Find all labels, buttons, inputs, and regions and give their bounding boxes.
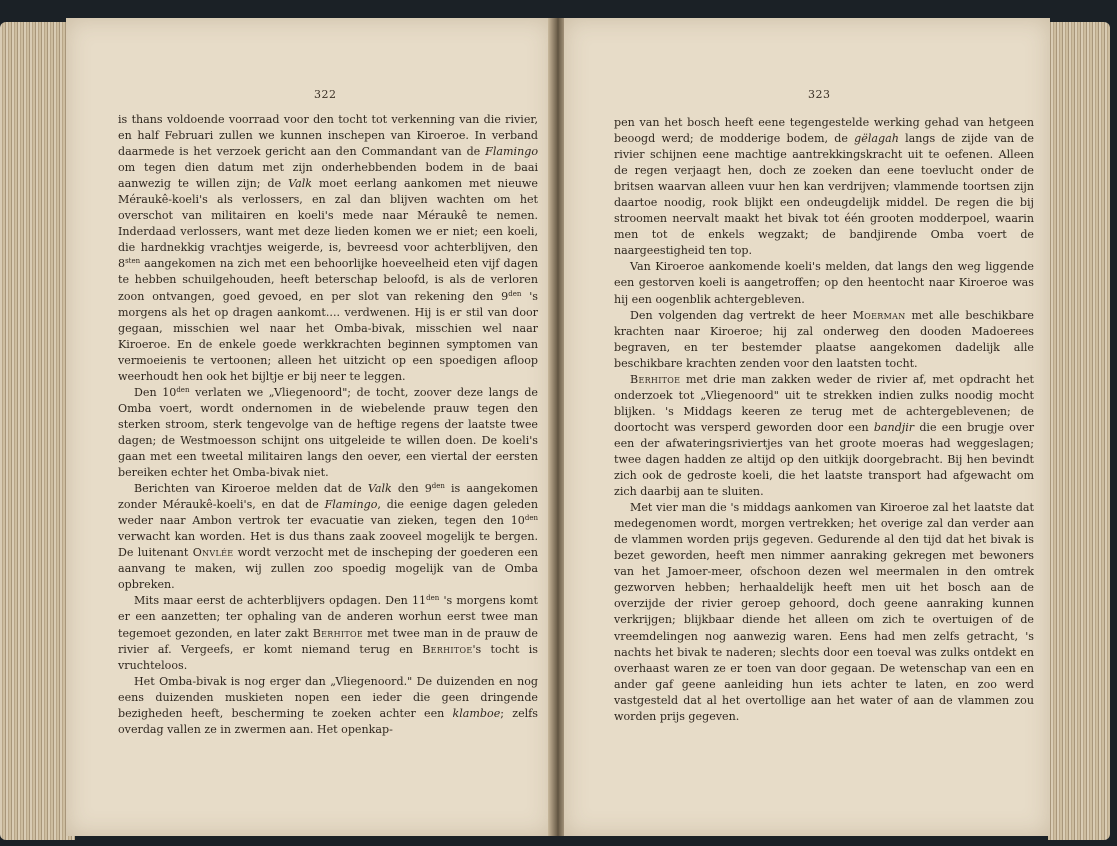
left-page (66, 18, 552, 836)
page-edges-left (0, 22, 75, 840)
paragraph: is thans voldoende voorraad voor den tocht tot verkenning van die rivier, en half Februari zullen we kunnen inschepen van Kiroeroe. In verband daarmede is het verzoek gericht aan den Commandant van de Flamingo om tegen dien datum met zijn onderhebbenden bodem in de baai aanwezig te willen zijn; de Valk moet eerlang aankomen met nieuwe Méraukê-koeli's als verlossers, en zal dan blijven wachten om het overschot van militairen en koeli's mede naar Méraukê te nemen. Inderdaad verlossers, want met deze lieden komen we er niet; een koeli, die hardnekkig vrachtjes weigerde, is, bevreesd voor achterblijven, den $8^{sten}$ aangekomen na zich met een behoorlijke hoeveelheid eten vijf dagen te hebben schuilgehouden, heeft beterschap beloofd, is als de verloren zoon ontvangen, goed gevoed, en per slot van rekening den $9^{den}$ 's morgens als het op dragen aankomt.... verdwenen. Hij is er stil van door gegaan, misschien wel naar het Omba-bivak, misschien wel naar Kiroeroe. En de enkele goede werkkrachten beginnen symptomen van vermoeienis te vertoonen; alleen het uitzicht op een spoedigen afloop weerhoudt hen ook het bijltje er bij neer te leggen. (118, 113, 538, 383)
page-number: 323 (808, 88, 831, 101)
paragraph: Berhitoe met drie man zakken weder de rivier af, met opdracht het onderzoek tot „Vliegenoord" uit te strekken indien zulks noodig mocht blijken. 's Middags keeren ze terug met de achtergeblevenen; de doortocht was versperd geworden door een bandjir die een brugje over een der afwateringsriviertjes van het groote moeras had weggeslagen; twee dagen hadden ze altijd op den uitkijk doorgebracht. Bij hen bevindt zich ook de gedroste koeli, die het laatste transport had afgewacht om zich daarbij aan te sluiten. (614, 372, 1034, 499)
page-edges-right (1048, 22, 1110, 840)
paragraph: Met vier man die 's middags aankomen van Kiroeroe zal het laatste dat medegenomen wordt, morgen vertrekken; het overige zal dan verder aan de vlammen worden prijs gegeven. Gedurende al den tijd dat het bivak is bezet geworden, heeft men nimmer aanraking gekregen met bewoners van het Jamoer-meer, ofschoon dezen wel meermalen in den omtrek gezworven hebben; herhaaldelijk heeft men uit het bosch aan de overzijde der rivier geroep gehoord, doch geene aanraking kunnen verkrijgen; blijkbaar diende het alleen om zich te overtuigen of de vreemdelingen nog aanwezig waren. Eens had men zelfs getracht, 's nachts het bivak te naderen; slechts door een toeval was zulks ontdekt en overhaast waren ze er toen van door gegaan. De wetenschap van een en ander gaf geene aanleiding hun iets achter te laten, en zoo werd vastgesteld dat al het overtollige aan het water of aan de vlammen zou worden prijs gegeven. (614, 501, 1034, 723)
paragraph: Mits maar eerst de achterblijvers opdagen. Den $11^{den}$ 's morgens komt er een aanzetten; ter ophaling van de anderen worhun eerst twee man tegemoet gezonden, en later zakt Berhitoe met twee man in de prauw de rivier af. Vergeefs, er komt niemand terug en Berhitoe's tocht is vruchteloos. (118, 594, 539, 672)
paragraph: Den volgenden dag vertrekt de heer Moerman met alle beschikbare krachten naar Kiroeroe; hij zal onderweg den dooden Madoerees begraven, en ter bestemder plaatse aangekomen dadelijk alle beschikbare krachten zenden voor den laatsten tocht. (614, 308, 1034, 370)
paragraph: Het Omba-bivak is nog erger dan „Vliegenoord." De duizenden en nog eens duizenden muskieten nopen een ieder die geen dringende bezigheden heeft, bescherming te zoeken achter een klamboe; zelfs overdag vallen ze in zwermen aan. Het openkap- (118, 674, 538, 736)
paragraph: pen van het bosch heeft eene tegengestelde werking gehad van hetgeen beoogd werd; de modderige bodem, de gëlagah langs de zijde van de rivier schijnen eene machtige aantrekkingskracht uit te oefenen. Alleen de regen verjaagt hen, doch ze zoeken dan eene toevlucht onder de britsen waarvan alleen vuur hen kan verdrijven; vlammende toortsen zijn daartoe noodig, rook blijkt een ondeugdelijk middel. De regen die bij stroomen neervalt maakt het bivak tot één grooten modderpoel, waarin men tot de enkels wegzakt; de bandjirende Omba voert de naargeestigheid ten top. (614, 116, 1034, 258)
paragraph: Van Kiroeroe aankomende koeli's melden, dat langs den weg liggende een gestorven koeli is aangetroffen; op den heentocht naar Kiroeroe was hij een oogenblik achtergebleven. (614, 260, 1034, 306)
text-column (614, 115, 1034, 725)
right-page (564, 18, 1050, 836)
paragraph: Den $10^{den}$ verlaten we „Vliegenoord"; de tocht, zoover deze langs de Omba voert, wordt ondernomen in de wiebelende prauw tegen den sterken stroom, sterk tengevolge van de heftige regens der laatste twee dagen; de Westmoesson schijnt ons uitgeleide te willen doen. De koeli's gaan met een tweetal militairen langs den oever, een viertal der eersten bereiken echter het Omba-bivak niet. (118, 385, 538, 480)
page-number: 322 (314, 88, 337, 101)
paragraph: Berichten van Kiroeroe melden dat de Valk den $9^{den}$ is aangekomen zonder Méraukê-koeli's, en dat de Flamingo, die eenige dagen geleden weder naar Ambon vertrok ter evacuatie van zieken, tegen den $10^{den}$ verwacht kan worden. Het is dus thans zaak zooveel mogelijk te bergen. De luitenant Onvlée wordt verzocht met de inscheping der goederen een aanvang te maken, wij zullen zoo spoedig mogelijk van de Omba opbreken. (118, 482, 538, 592)
text-column (118, 112, 538, 738)
